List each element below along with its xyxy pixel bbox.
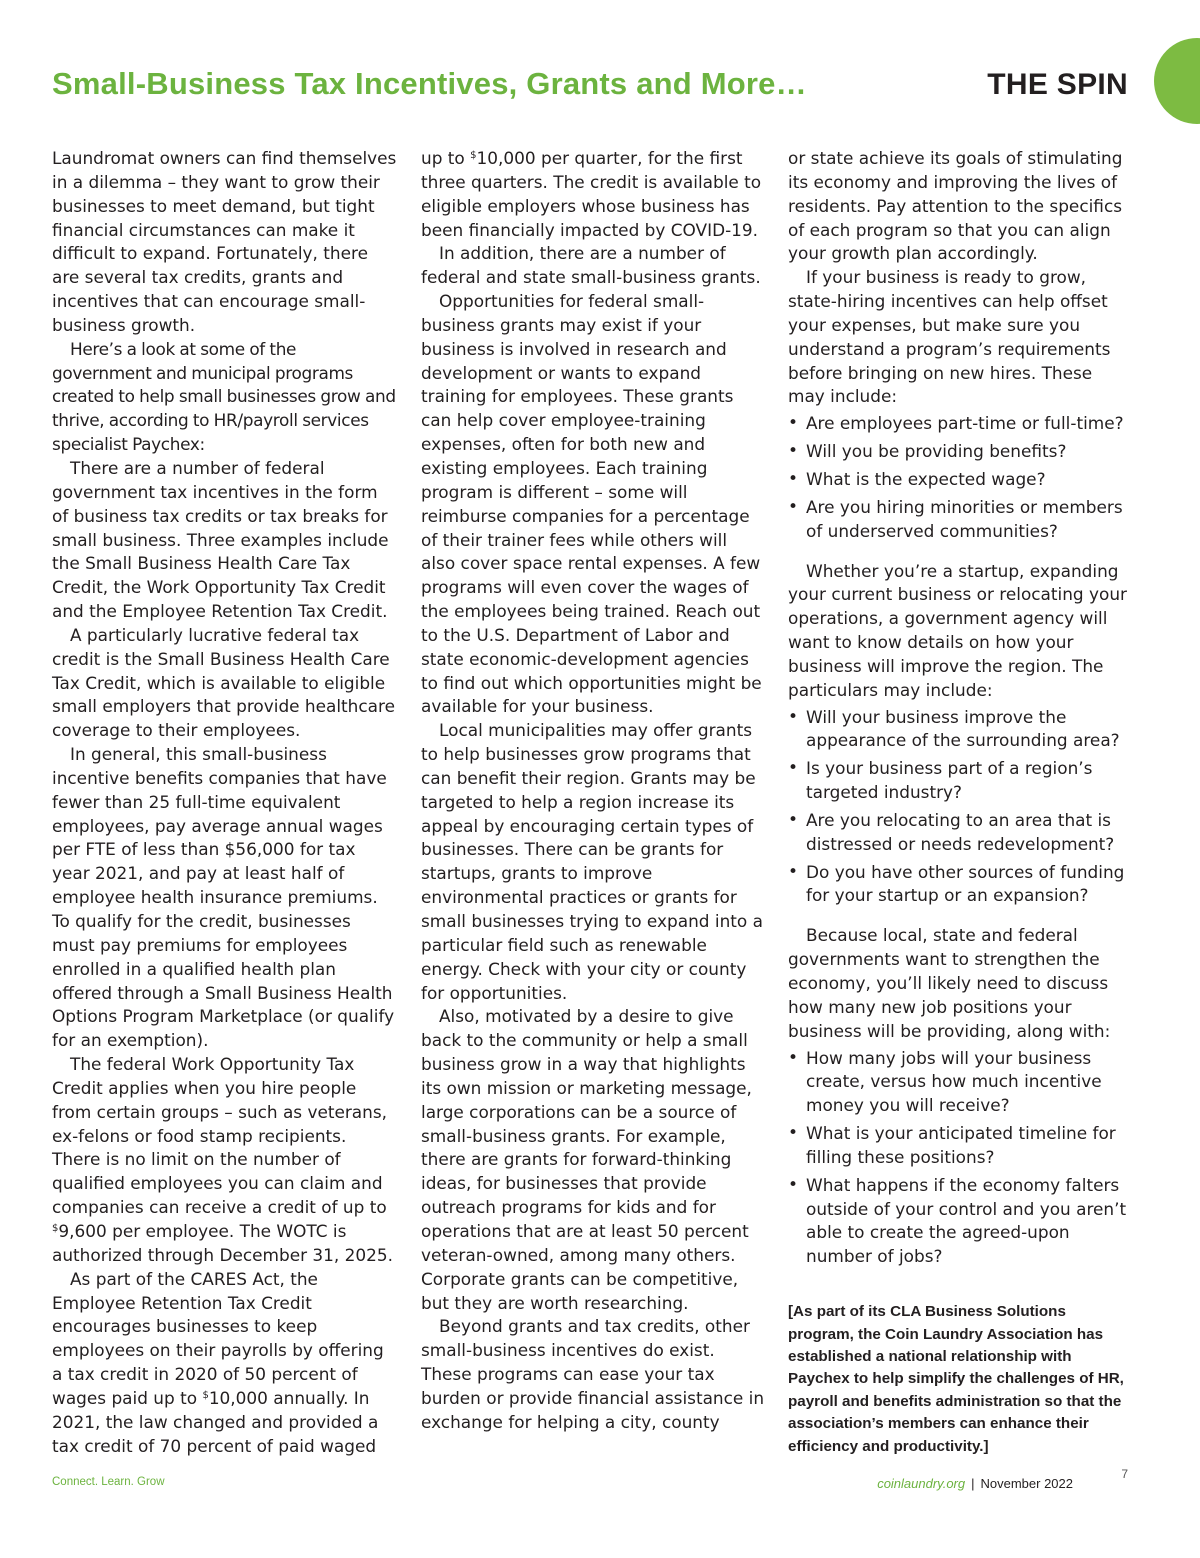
article-column-1: [52, 147, 397, 1458]
article-paragraph: [421, 147, 766, 242]
spacer: [788, 550, 1133, 560]
paragraph-text: up to: [421, 148, 471, 168]
article-paragraph: Because local, state and federal governments want to strengthen the economy, you’ll likely need to discuss how many new job positions your business will be providing, along with:: [788, 925, 1111, 1041]
dollar-superscript: $: [52, 1222, 59, 1234]
bullet-list: [788, 706, 1133, 909]
article-paragraph: In addition, there are a number of federal and state small-business grants.: [421, 243, 761, 288]
article-paragraph: There are a number of federal government tax incentives in the form of business tax credits or tax breaks for small business. Three examples include the Small Business Health Care Tax Credit, the Work Opportunity Tax Credit and the Employee Retention Tax Credit.: [52, 457, 389, 622]
bullet-item: • Is your business part of a region’s targeted industry?: [788, 757, 1133, 805]
article-paragraph: [52, 1268, 397, 1459]
article-paragraph: In general, this small-business incentive benefits companies that have fewer than 25 full-time equivalent employees, pay average annual wages per FTE of less than $56,000 for tax year 2021, and pay at least half of employee health insurance premiums. To qualify for the credit, businesses must pay premiums for employees enrolled in a qualified health plan offered through a Small Business Health Options Program Marketplace (or qualify for an exemption).: [52, 744, 395, 1051]
bullet-item: • What happens if the economy falters outside of your control and you aren’t able to create the agreed-upon number of jobs?: [788, 1174, 1133, 1269]
article-paragraph: [52, 1053, 397, 1268]
footer-publication-info: [877, 1476, 1073, 1491]
bullet-item: • What is the expected wage?: [788, 468, 1133, 492]
dollar-superscript: $: [470, 150, 477, 161]
paragraph-text: 9,600 per employee. The WOTC is authorized through December 31, 2025.: [52, 1220, 393, 1265]
bullet-item: • Are you relocating to an area that is distressed or needs redevelopment?: [788, 809, 1133, 857]
bullet-item: • How many jobs will your business create, versus how much incentive money you will receive?: [788, 1047, 1133, 1119]
article-paragraph: Whether you’re a startup, expanding your current business or relocating your operations, a government agency will want to know details on how your business will improve the region. The particulars may include:: [788, 560, 1127, 700]
paragraph-text: 10,000 per quarter, for the first three quarters. The credit is available to eligible employers whose business has been financially impacted by COVID-19.: [421, 148, 762, 240]
article-paragraph: A particularly lucrative federal tax credit is the Small Business Health Care Tax Credit, which is available to eligible small employers that provide healthcare coverage to their employees.: [52, 624, 395, 741]
footer-separator: |: [971, 1476, 975, 1491]
article-paragraph: If your business is ready to grow, state-hiring incentives can help offset your expenses, but make sure you understand a program’s requirements before bringing on new hires. These may include:: [788, 267, 1111, 407]
article-paragraph: Also, motivated by a desire to give back to the community or help a small business grow in a way that highlights its own mission or marketing message, large corporations can be a source of small-business grants. For example, there are grants for forward-thinking ideas, for businesses that provide outreach programs for kids and for operations that are at least 50 percent veteran-owned, among many others. Corporate grants can be competitive, but they are worth researching.: [421, 1006, 752, 1313]
paragraph-text: As part of the CARES Act, the Employee Retention Tax Credit encourages businesses to keep employees on their payrolls by offering a tax credit in 2020 of 50 percent of wages paid up to: [52, 1268, 384, 1408]
article-column-3: [788, 147, 1133, 1458]
dollar-superscript: $: [202, 1389, 209, 1401]
paragraph-text: The federal Work Opportunity Tax Credit applies when you hire people from certain groups – such as veterans, ex-felons or food stamp recipients. There is no limit on the number of qualified employees you can claim and companies can receive a credit of up to: [52, 1054, 388, 1218]
section-accent-tab: [1154, 38, 1200, 124]
bullet-item: • Will your business improve the appearance of the surrounding area?: [788, 706, 1133, 754]
article-paragraph: or state achieve its goals of stimulating its economy and improving the lives of residents. Pay attention to the specifics of each program so that you can align your growth plan accordingly.: [788, 148, 1123, 264]
bullet-list: [788, 412, 1133, 543]
bullet-item: • Do you have other sources of funding for your startup or an expansion?: [788, 861, 1133, 909]
footer-tagline: Connect. Learn. Grow: [52, 1476, 165, 1488]
section-label: THE SPIN: [987, 68, 1128, 101]
article-column-2: [421, 147, 766, 1435]
article-headline: Small-Business Tax Incentives, Grants and More…: [52, 66, 807, 101]
article-paragraph: Here’s a look at some of the government and municipal programs created to help small businesses grow and thrive, according to HR/payroll services specialist Paychex:: [52, 338, 396, 455]
article-paragraph: Opportunities for federal small-business grants may exist if your business is involved in research and development or wants to expand training for employees. These grants can help cover employee-training expenses, often for both new and existing employees. Each training program is different – some will reimburse companies for a percentage of their trainer fees while others will also cover space rental expenses. A few programs will even cover the wages of the employees being trained. Reach out to the U.S. Department of Labor and state economic-development agencies to find out which opportunities might be available for your business.: [421, 291, 762, 717]
page-number: 7: [1121, 1467, 1128, 1481]
spacer: [788, 914, 1133, 924]
article-paragraph: Beyond grants and tax credits, other small-business incentives do exist. These programs can ease your tax burden or provide financial assistance in exchange for helping a city, county: [421, 1316, 765, 1432]
website-link[interactable]: coinlaundry.org: [877, 1476, 966, 1491]
article-paragraph: Laundromat owners can find themselves in a dilemma – they want to grow their businesses to meet demand, but tight financial circumstances can make it difficult to expand. Fortunately, there are several tax credits, grants and incentives that can encourage small-business growth.: [52, 148, 397, 335]
article-paragraph: Local municipalities may offer grants to help businesses grow programs that can benefit their region. Grants may be targeted to help a region increase its appeal by encouraging certain types of businesses. There can be grants for startups, grants to improve environmental practices or grants for small businesses trying to expand into a particular field such as renewable energy. Check with your city or county for opportunities.: [421, 720, 763, 1003]
paragraph-text: 10,000 annually. In 2021, the law changed and provided a tax credit of 70 percent of paid waged: [52, 1387, 379, 1456]
bullet-item: • Will you be providing benefits?: [788, 440, 1133, 464]
bullet-item: • Are employees part-time or full-time?: [788, 412, 1133, 436]
bullet-list: [788, 1047, 1133, 1270]
editor-note: [As part of its CLA Business Solutions program, the Coin Laundry Association has established a national relationship with Paychex to help simplify the challenges of HR, payroll and benefits administration so that the association’s members can enhance their efficiency and productivity.]: [788, 1303, 1124, 1455]
issue-date: November 2022: [980, 1476, 1073, 1491]
bullet-item: • What is your anticipated timeline for filling these positions?: [788, 1122, 1133, 1170]
bullet-item: • Are you hiring minorities or members of underserved communities?: [788, 496, 1133, 544]
